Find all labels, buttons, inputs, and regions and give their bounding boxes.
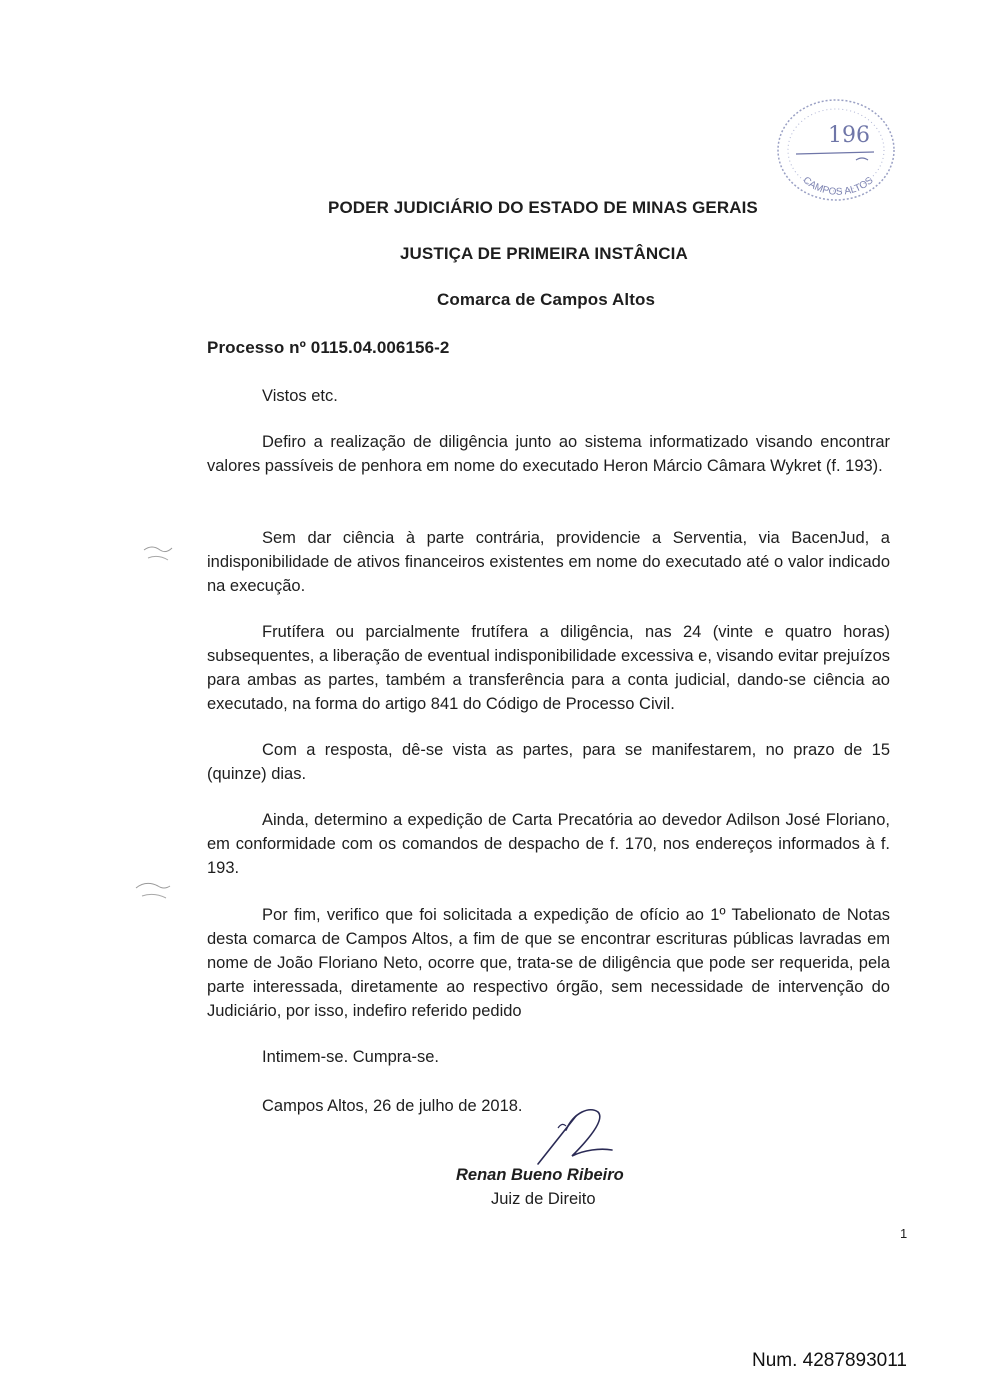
page-number: 1 (900, 1226, 908, 1241)
header-court: PODER JUDICIÁRIO DO ESTADO DE MINAS GERAIS (328, 198, 758, 217)
paragraph-6: Por fim, verifico que foi solicitada a expedição de ofício ao 1º Tabelionato de Notas desta comarca de Campos Altos, a fim de que se encontrar escrituras públicas lavradas em nome de João Floriano Neto, ocorre que, trata-se de diligência que pode ser requerida, pela parte interessada, diretamente ao respectivo órgão, sem necessidade de intervenção do Judiciário, por isso, indefiro referido pedido (207, 906, 890, 1020)
stamp-text: CAMPOS ALTOS (800, 174, 876, 198)
closing-text: Intimem-se. Cumpra-se. (262, 1048, 439, 1066)
paragraph-2: Sem dar ciência à parte contrária, providencie a Serventia, via BacenJud, a indisponibilidade de ativos financeiros existentes em nome do executado até o valor indicado na execução. (207, 529, 890, 595)
signer-title: Juiz de Direito (491, 1190, 596, 1208)
document-number: Num. 4287893011 (752, 1350, 907, 1371)
process-number: Processo nº 0115.04.006156-2 (207, 338, 450, 357)
header-instance: JUSTIÇA DE PRIMEIRA INSTÂNCIA (400, 244, 688, 263)
place-date: Campos Altos, 26 de julho de 2018. (262, 1097, 523, 1115)
paragraph-5: Ainda, determino a expedição de Carta Precatória ao devedor Adilson José Floriano, em conformidade com os comandos de despacho de f. 170, nos endereços informados à f. 193. (207, 811, 890, 877)
signer-name: Renan Bueno Ribeiro (456, 1166, 624, 1184)
paragraph-3: Frutífera ou parcialmente frutífera a diligência, nas 24 (vinte e quatro horas) subsequentes, a liberação de eventual indisponibilidade excessiva e, visando evitar prejuízos para ambas as partes, também a transferência para a conta judicial, dando-se ciência ao executado, na forma do artigo 841 do Código de Processo Civil. (207, 623, 890, 713)
paragraph-1: Defiro a realização de diligência junto ao sistema informatizado visando encontrar valores passíveis de penhora em nome do executado Heron Márcio Câmara Wykret (f. 193). (207, 433, 890, 475)
paragraph-4: Com a resposta, dê-se vista as partes, para se manifestarem, no prazo de 15 (quinze) dias. (207, 741, 890, 783)
greeting: Vistos etc. (262, 387, 338, 405)
header-comarca: Comarca de Campos Altos (437, 290, 656, 309)
margin-rubric-mark (132, 876, 172, 902)
margin-rubric-mark (140, 540, 174, 566)
court-stamp (770, 92, 902, 210)
handwritten-signature (528, 1098, 628, 1168)
stamp-number: 196 (828, 123, 870, 148)
